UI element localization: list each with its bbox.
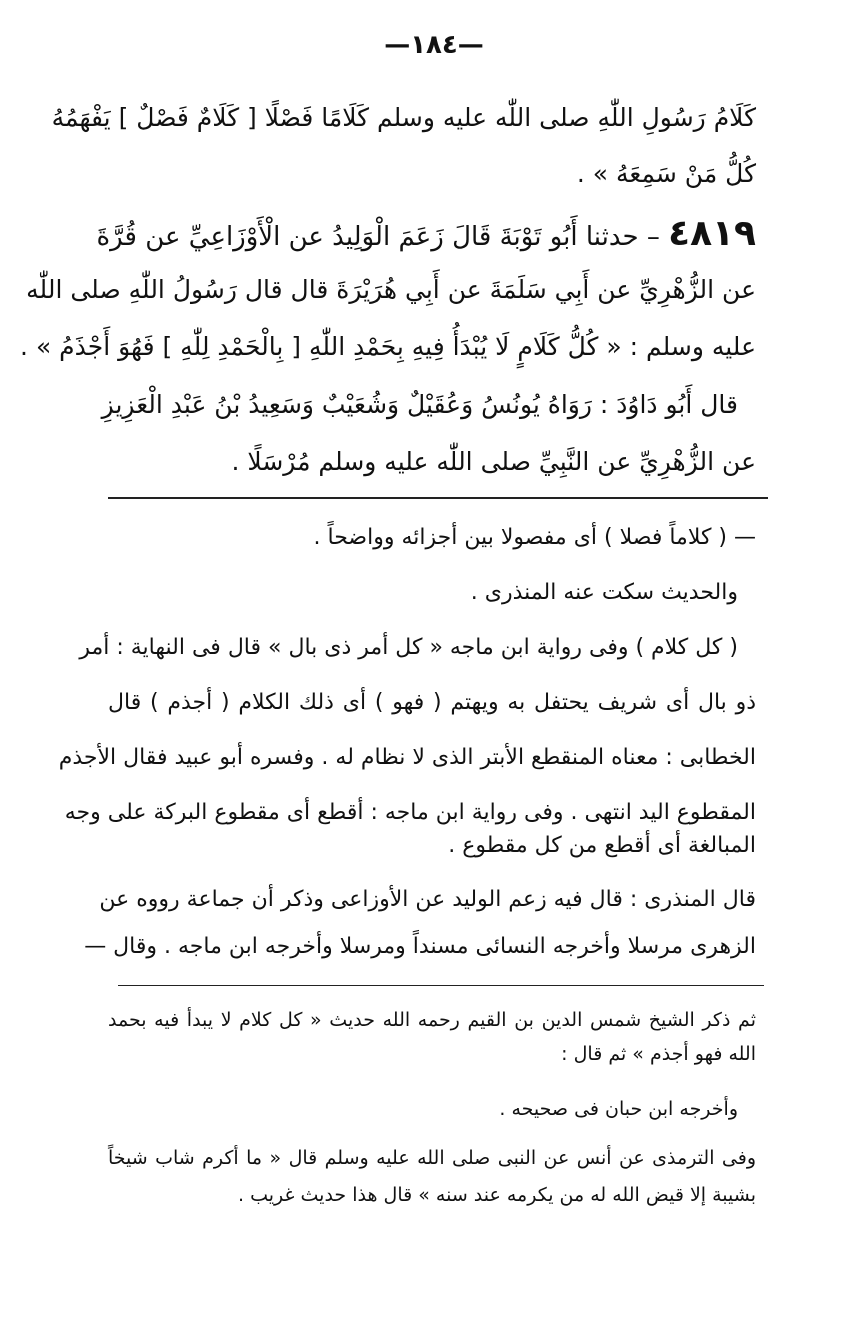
footnote-line-5: بشيبة إلا قيض الله له من يكرمه عند سنه » قال هذا حديث غريب . [238,1184,756,1206]
commentary-line-2: والحديث سكت عنه المنذرى . [470,580,738,605]
main-divider [108,497,768,499]
hadith-opening: – حدثنا أَبُو تَوْبَةَ قَالَ زَعَمَ الْوَلِيدُ عن الْأَوْزَاعِيِّ عن قُرَّةَ [96,222,660,252]
commentary-line-7: المبالغة أى أقطع من كل مقطوع . [448,833,756,858]
commentary-line-4: ذو بال أى شريف يحتفل به ويهتم ( فهو ) أى ذلك الكلام ( أجذم ) قال [108,690,756,715]
matn-line-5: عليه وسلم : « كُلُّ كَلَامٍ لَا يُبْدَأُ فِيهِ بِحَمْدِ اللّٰهِ [ بِالْحَمْدِ لِلّٰهِ ] فَهُوَ أَجْذَمُ » . [20,332,756,361]
commentary-line-9: الزهرى مرسلا وأخرجه النسائى مسنداً ومرسلا وأخرجه ابن ماجه . وقال — [84,934,756,959]
page-number: —١٨٤— [384,30,484,60]
footnote-divider [118,985,764,986]
footnote-line-2: الله فهو أجذم » ثم قال : [561,1043,756,1065]
matn-line-6: قال أَبُو دَاوُدَ : رَوَاهُ يُونُسُ وَعُقَيْلٌ وَشُعَيْبٌ وَسَعِيدُ بْنُ عَبْدِ الْعَزِيزِ [101,390,738,419]
footnote-line-4: وفى الترمذى عن أنس عن النبى صلى الله عليه وسلم قال « ما أكرم شاب شيخاً [108,1147,756,1169]
commentary-line-5: الخطابى : معناه المنقطع الأبتر الذى لا نظام له . وفسره أبو عبيد فقال الأجذم [58,745,756,770]
matn-line-4: عن الزُّهْرِيِّ عن أَبِي سَلَمَةَ عن أَبِي هُرَيْرَةَ قال قال رَسُولُ اللّٰهِ صلى اللّٰه [26,275,756,304]
commentary-line-1: — ( كلاماً فصلا ) أى مفصولا بين أجزائه وواضحاً . [313,525,756,550]
matn-line-2: كُلُّ مَنْ سَمِعَهُ » . [576,159,756,188]
footnote-line-1: ثم ذكر الشيخ شمس الدين بن القيم رحمه الله حديث « كل كلام لا يبدأ فيه بحمد [108,1009,756,1031]
footnote-line-3: وأخرجه ابن حبان فى صحيحه . [499,1098,738,1120]
matn-line-1: كَلَامُ رَسُولِ اللّٰهِ صلى اللّٰه عليه وسلم كَلَامًا فَصْلًا [ كَلَامٌ فَصْلٌ ] يَفْهَمُهُ [51,103,756,132]
matn-line-3 [96,213,756,254]
commentary-line-8: قال المنذرى : قال فيه زعم الوليد عن الأوزاعى وذكر أن جماعة رووه عن [99,887,756,912]
commentary-line-3: ( كل كلام ) وفى رواية ابن ماجه « كل أمر ذى بال » قال فى النهاية : أمر [79,635,738,660]
hadith-number: ٤٨١٩ [668,213,756,254]
matn-line-7: عن الزُّهْرِيِّ عن النَّبِيِّ صلى اللّٰه عليه وسلم مُرْسَلًا . [231,447,756,476]
commentary-line-6: المقطوع اليد انتهى . وفى رواية ابن ماجه : أقطع أى مقطوع البركة على وجه [64,800,756,825]
